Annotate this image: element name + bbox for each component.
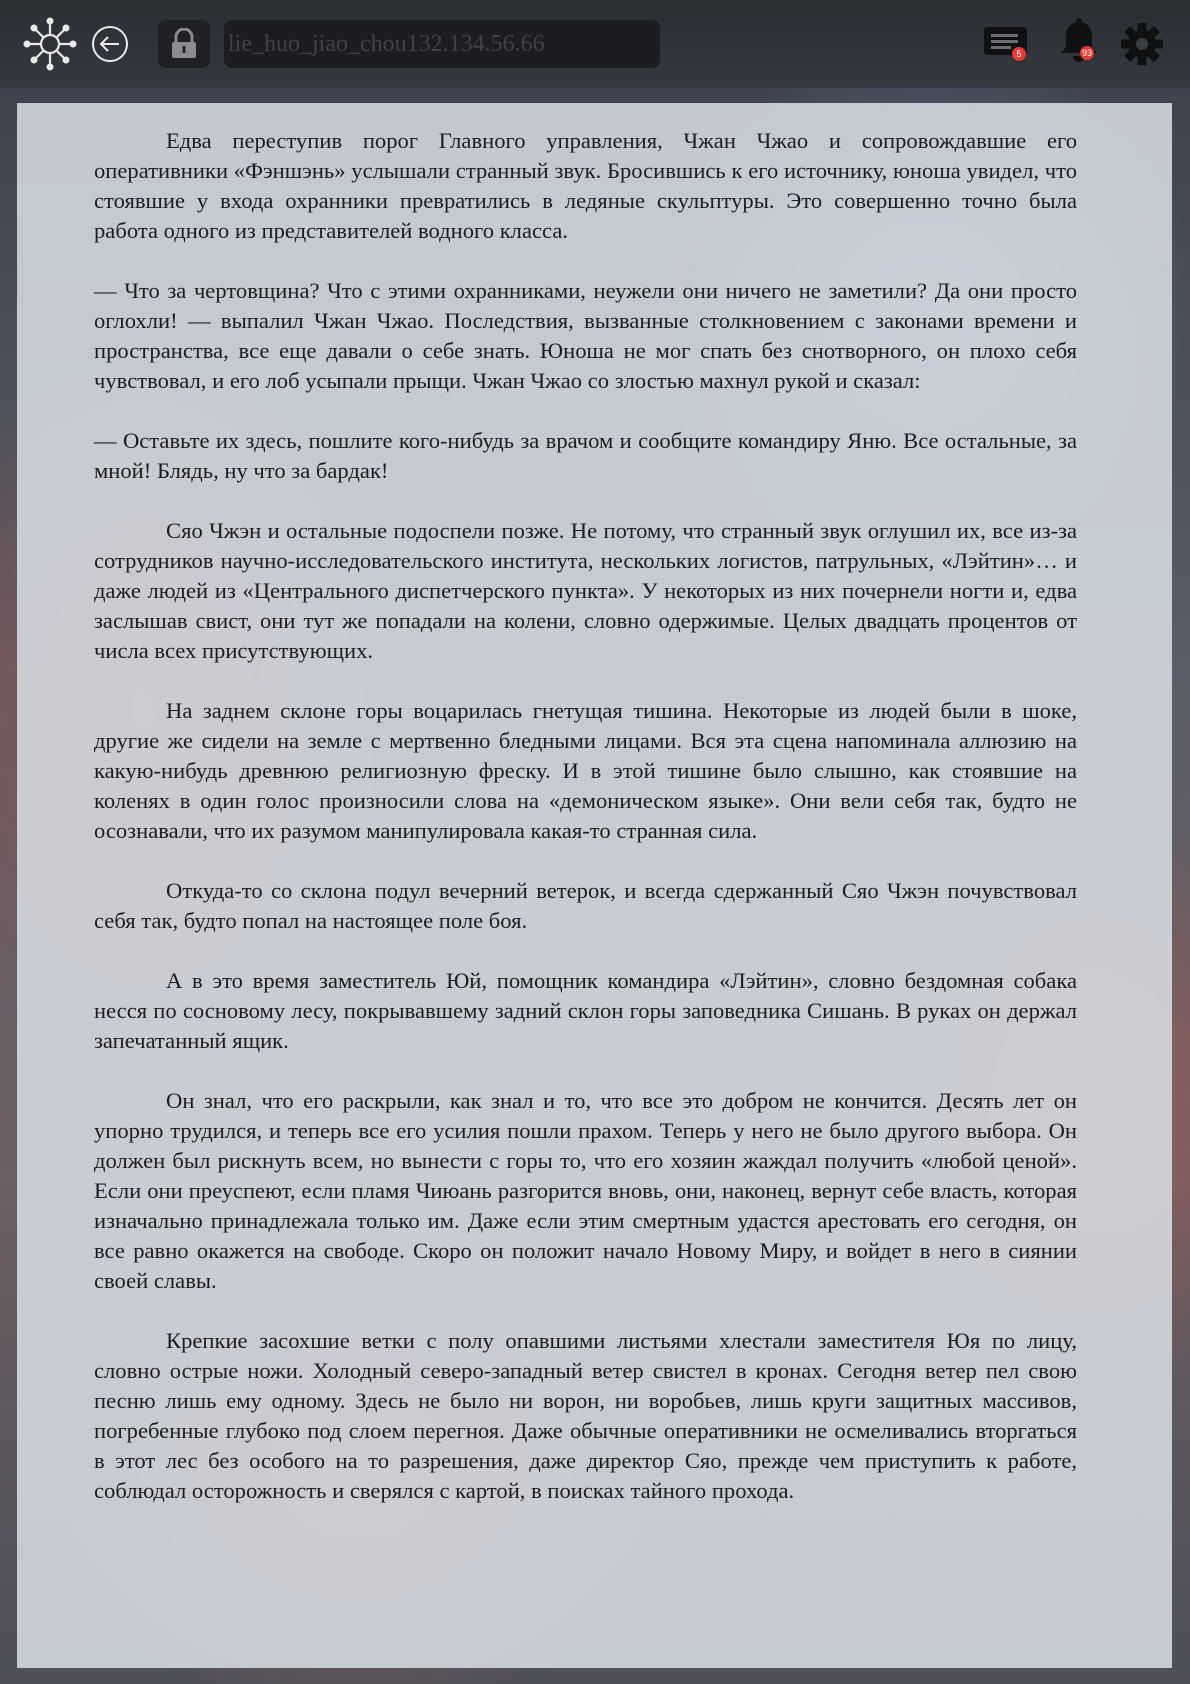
messages-count-badge: 5 <box>1012 47 1026 61</box>
paragraph: Он знал, что его раскрыли, как знал и то, что все это добром не кончится. Десять лет он упорно трудился, и теперь все его усилия пошли прахом. Теперь у него не было другого выбора. Он должен был рискнуть всем, но вынести с горы то, что его хозяин жаждал получить «любой ценой». Если они преуспеют, если пламя Чиюань разгорится вновь, они, наконец, вернут себе власть, которая изначально принадлежала только им. Даже если этим смертным удастся арестовать его сегодня, он все равно окажется на свободе. Скоро он положит начало Новому Миру, и войдет в него в сиянии своей славы. <box>94 1088 1077 1293</box>
address-field[interactable]: lie_huo_jiao_chou132.134.56.66 <box>224 20 660 68</box>
paragraph: Откуда-то со склона подул вечерний ветерок, и всегда сдержанный Сяо Чжэн почувствовал себя так, будто попал на настоящее поле боя. <box>94 878 1077 933</box>
paragraph: — Что за чертовщина? Что с этими охранниками, неужели они ничего не заметили? Да они просто оглохли! — выпалил Чжан Чжао. Последствия, вызванные столкновением с законами времени и пространства, все еще давали о себе знать. Юноша не мог спать без снотворного, он плохо себя чувствовал, и его лоб усыпали прыщи. Чжан Чжао со злостью махнул рукой и сказал: <box>94 278 1077 393</box>
paragraph: — Оставьте их здесь, пошлите кого-нибудь за врачом и сообщите командиру Яню. Все остальные, за мной! Блядь, ну что за бардак! <box>94 428 1077 483</box>
top-toolbar <box>0 0 1190 88</box>
bell-icon[interactable] <box>1058 18 1100 64</box>
lock-icon <box>169 28 199 60</box>
paragraph: Сяо Чжэн и остальные подоспели позже. Не потому, что странный звук оглушил их, все из-за сотрудников научно-исследовательского института, нескольких логистов, патрульных, «Лэйтин»… и даже людей из «Центрального диспетчерского пункта». У некоторых из них почернели ногти и, едва заслышав свист, они тут же попадали на колени, словно одержимые. Целых двадцать процентов от числа всех присутствующих. <box>94 518 1077 663</box>
paragraph: На заднем склоне горы воцарилась гнетущая тишина. Некоторые из людей были в шоке, другие же сидели на земле с мертвенно бледными лицами. Вся эта сцена напоминала аллюзию на какую-нибудь древнюю религиозную фреску. И в этой тишине было слышно, как стоявшие на коленях в один голос произносили слова на «демоническом языке». Они вели себя так, будто не осознавали, что их разумом манипулировала какая-то странная сила. <box>94 698 1077 843</box>
paragraph: Крепкие засохшие ветки с полу опавшими листьями хлестали заместителя Юя по лицу, словно острые ножи. Холодный северо-западный ветер свистел в кронах. Сегодня ветер пел свою песню лишь ему одному. Здесь не было ни ворон, ни воробьев, лишь круги защитных массивов, погребенные глубоко под слоем перегноя. Даже обычные оперативники не осмеливались вторгаться в этот лес без особого на то разрешения, даже директор Сяо, прежде чем приступить к работе, соблюдал осторожность и сверялся с картой, в поисках тайного прохода. <box>94 1328 1077 1503</box>
paragraph: Едва переступив порог Главного управления, Чжан Чжао и сопровождавшие его оперативники «Фэншэнь» услышали странный звук. Бросившись к его источнику, юноша увидел, что стоявшие у входа охранники превратились в ледяные скульптуры. Это совершенно точно была работа одного из представителей водного класса. <box>94 128 1077 243</box>
article-text <box>94 126 1077 1536</box>
paragraph: А в это время заместитель Юй, помощник командира «Лэйтин», словно бездомная собака несся по сосновому лесу, покрывавшему задний склон горы заповедника Сишань. В руках он держал запечатанный ящик. <box>94 968 1077 1053</box>
network-logo-icon[interactable] <box>22 16 78 72</box>
notifications-count-badge: 93 <box>1082 48 1093 58</box>
lock-button[interactable] <box>158 20 210 68</box>
back-arrow-icon[interactable] <box>90 24 130 64</box>
gear-icon[interactable] <box>1120 22 1164 66</box>
